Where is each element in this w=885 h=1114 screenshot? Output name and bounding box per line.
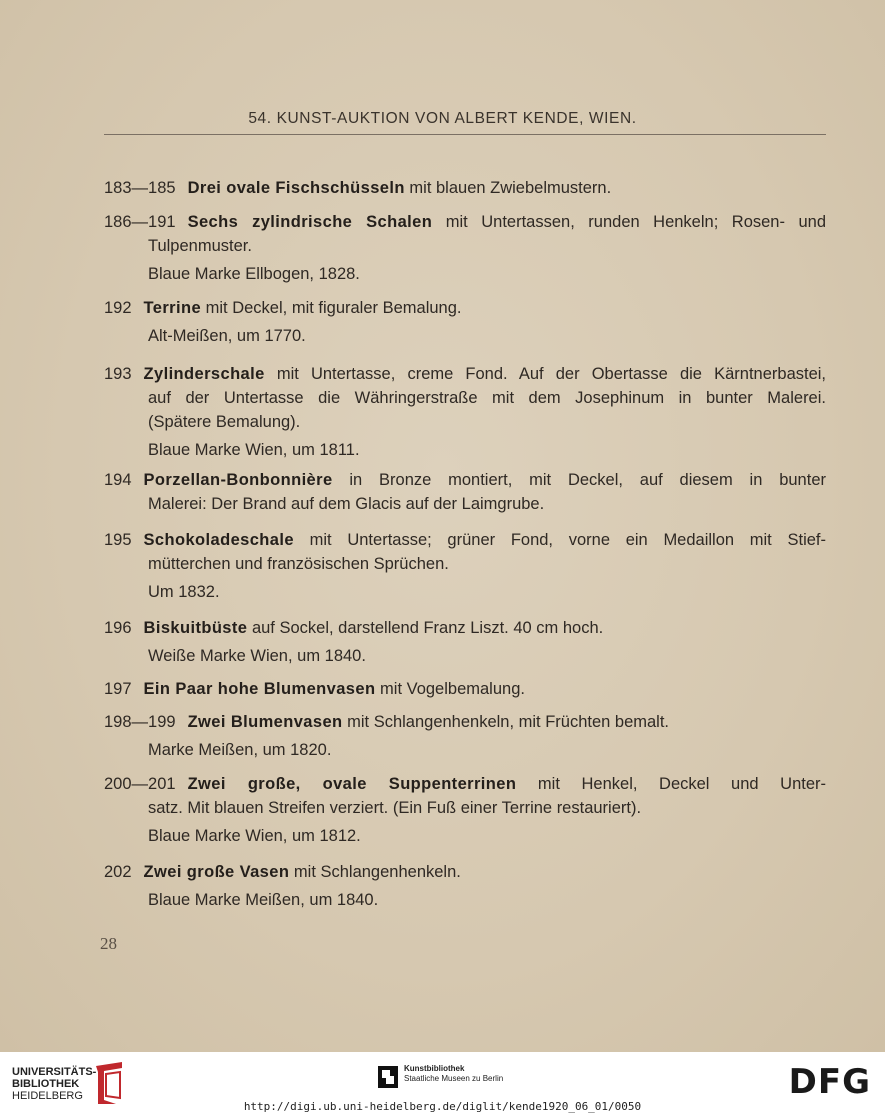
entry-number: 198—199 xyxy=(104,713,176,731)
kunstbibliothek-wordmark[interactable] xyxy=(404,1064,503,1084)
entry-continuation: mütterchen und französischen Sprüchen. xyxy=(148,555,449,573)
entry-title: Zwei große Vasen xyxy=(143,863,290,881)
entry-text: mit Untertasse, creme Fond. Auf der Obertasse die Kärntnerbastei, xyxy=(276,365,827,383)
entry-title: Terrine xyxy=(143,299,202,317)
ub-line3: HEIDELBERG xyxy=(12,1090,83,1102)
catalog-entry xyxy=(104,710,826,762)
entry-mark: Blaue Marke Ellbogen, 1828. xyxy=(148,265,360,283)
entry-number: 196 xyxy=(104,619,132,637)
entry-mark: Marke Meißen, um 1820. xyxy=(148,741,332,759)
entry-text: mit Schlangenhenkeln. xyxy=(293,863,461,881)
catalog-entry xyxy=(104,176,826,200)
catalog-entry xyxy=(104,616,826,668)
entry-number: 183—185 xyxy=(104,179,176,197)
catalog-entry xyxy=(104,296,826,348)
entry-title: Sechs zylindrische Schalen xyxy=(187,213,433,231)
kunstbibliothek-logo-icon[interactable] xyxy=(378,1066,398,1088)
entry-number: 195 xyxy=(104,531,132,549)
catalog-entry xyxy=(104,528,826,604)
entry-mark: Blaue Marke Meißen, um 1840. xyxy=(148,891,379,909)
entry-continuation: Malerei: Der Brand auf dem Glacis auf der Laimgrube. xyxy=(148,495,545,513)
running-head: 54. KUNST-AUKTION VON ALBERT KENDE, WIEN. xyxy=(248,110,637,127)
entry-number: 186—191 xyxy=(104,213,176,231)
dfg-logo[interactable]: DFG xyxy=(788,1062,871,1102)
ub-line2: BIBLIOTHEK xyxy=(12,1078,80,1090)
entry-number: 192 xyxy=(104,299,132,317)
entry-mark: Alt-Meißen, um 1770. xyxy=(148,327,306,345)
entry-number: 193 xyxy=(104,365,132,383)
catalog-entry xyxy=(104,468,826,516)
entry-title: Zwei Blumenvasen xyxy=(187,713,343,731)
catalog-entry xyxy=(104,860,826,912)
entry-text: mit Deckel, mit figuraler Bemalung. xyxy=(205,299,462,317)
entry-text: auf Sockel, darstellend Franz Liszt. 40 cm hoch. xyxy=(251,619,604,637)
footer-bar xyxy=(0,1052,885,1114)
catalog-entry xyxy=(104,677,826,701)
entry-title: Biskuitbüste xyxy=(143,619,248,637)
entry-mark: Blaue Marke Wien, um 1811. xyxy=(148,441,360,459)
entry-mark: Blaue Marke Wien, um 1812. xyxy=(148,827,361,845)
entry-title: Drei ovale Fischschüsseln xyxy=(187,179,405,197)
kb-line2: Staatliche Museen zu Berlin xyxy=(404,1074,504,1083)
entry-text: mit Henkel, Deckel und Unter- xyxy=(537,775,826,793)
permalink-url[interactable]: http://digi.ub.uni-heidelberg.de/diglit/kende1920_06_01/0050 xyxy=(243,1100,642,1113)
entry-title: Schokoladeschale xyxy=(143,531,294,549)
entry-title: Porzellan-Bonbonnière xyxy=(143,471,333,489)
catalog-entry xyxy=(104,362,826,462)
entry-text: mit Untertassen, runden Henkeln; Rosen- und xyxy=(445,213,827,231)
entry-number: 200—201 xyxy=(104,775,176,793)
entry-number: 202 xyxy=(104,863,132,881)
kb-line1: Kunstbibliothek xyxy=(404,1064,465,1073)
header-rule xyxy=(104,134,826,135)
entry-mark: Weiße Marke Wien, um 1840. xyxy=(148,647,366,665)
entry-continuation: auf der Untertasse die Währingerstraße mit dem Josephinum in bunter Malerei. xyxy=(148,389,826,407)
entry-text: mit Untertasse; grüner Fond, vorne ein Medaillon mit Stief- xyxy=(309,531,826,549)
entry-text: mit blauen Zwiebelmustern. xyxy=(409,179,612,197)
entry-text: in Bronze montiert, mit Deckel, auf diesem in bunter xyxy=(349,471,826,489)
entry-title: Ein Paar hohe Blumenvasen xyxy=(143,680,376,698)
entry-title: Zwei große, ovale Suppenterrinen xyxy=(187,775,517,793)
entry-continuation: (Spätere Bemalung). xyxy=(148,413,301,431)
entry-title: Zylinderschale xyxy=(143,365,265,383)
entry-mark: Um 1832. xyxy=(148,583,220,601)
entry-continuation: satz. Mit blauen Streifen verziert. (Ein Fuß einer Terrine restauriert). xyxy=(148,799,642,817)
entry-continuation: Tulpenmuster. xyxy=(148,237,252,255)
catalog-entry xyxy=(104,772,826,848)
entry-number: 197 xyxy=(104,680,132,698)
ub-heidelberg-wordmark[interactable] xyxy=(12,1066,96,1102)
page-number: 28 xyxy=(100,934,117,953)
entry-number: 194 xyxy=(104,471,132,489)
ub-line1: UNIVERSITÄTS- xyxy=(12,1066,97,1078)
entry-text: mit Schlangenhenkeln, mit Früchten bemalt. xyxy=(347,713,670,731)
catalog-entry xyxy=(104,210,826,286)
entry-text: mit Vogelbemalung. xyxy=(380,680,525,698)
